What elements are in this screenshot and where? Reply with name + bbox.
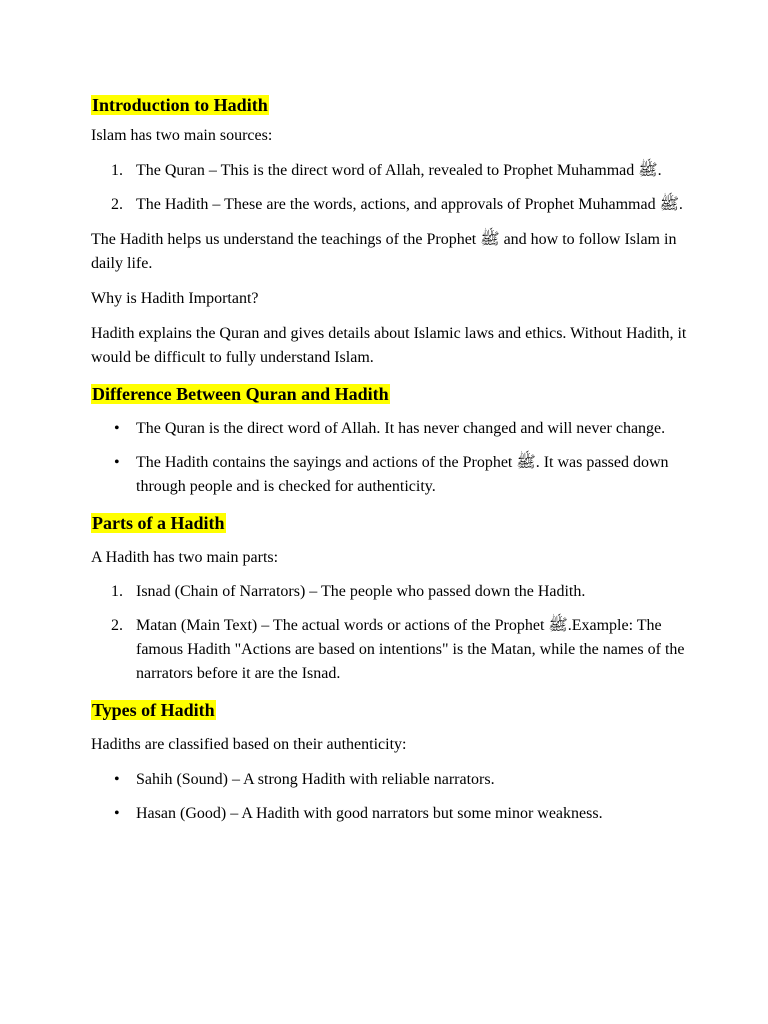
section-heading-text: Difference Between Quran and Hadith [92,384,389,404]
paragraph: Why is Hadith Important? [91,290,259,307]
list-item-text: Isnad (Chain of Narrators) – The people who passed down the Hadith. [136,583,586,600]
section-heading [91,698,688,722]
list-item-text: Sahih (Sound) – A strong Hadith with reliable narrators. [136,771,495,788]
list-marker: 1. [111,162,123,179]
bullet-marker: • [114,454,120,471]
list-item [91,614,688,686]
section-heading-text: Types of Hadith [92,700,215,720]
list-item-text: The Quran is the direct word of Allah. It has never changed and will never change. [136,420,666,437]
section-heading-text: Introduction to Hadith [92,95,268,115]
list-item-text: Hasan (Good) – A Hadith with good narrators but some minor weakness. [136,805,603,822]
paragraph: Hadiths are classified based on their authenticity: [91,736,407,753]
list-item [91,451,688,499]
paragraph: Hadith explains the Quran and gives details about Islamic laws and ethics. Without Hadith, it would be difficult to fully understand Islam. [91,325,687,366]
list-item [91,768,688,792]
list-marker: 2. [111,617,123,634]
numbered-list [91,159,688,217]
section-heading-text: Parts of a Hadith [92,513,225,533]
section-heading [91,511,688,535]
bullet-marker: • [114,805,120,822]
list-item [91,193,688,217]
list-item [91,159,688,183]
list-item-text: The Quran – This is the direct word of Allah, revealed to Prophet Muhammad ﷺ. [136,162,662,179]
section-heading [91,93,688,117]
list-item-text: The Hadith – These are the words, actions, and approvals of Prophet Muhammad ﷺ. [136,196,683,213]
paragraph: Islam has two main sources: [91,127,273,144]
list-marker: 2. [111,196,123,213]
list-item-text: The Hadith contains the sayings and actions of the Prophet ﷺ. It was passed down through people and is checked for authenticity. [136,454,669,495]
numbered-list [91,580,688,686]
bullet-marker: • [114,420,120,437]
paragraph: A Hadith has two main parts: [91,549,279,566]
list-item [91,580,688,604]
list-item-text: Matan (Main Text) – The actual words or actions of the Prophet ﷺ.Example: The famous Hadith "Actions are based on intentions" is the Matan, while the names of the narrators before it are the Isnad. [136,617,685,682]
list-item [91,417,688,441]
bullet-marker: • [114,771,120,788]
bullet-list [91,768,688,826]
paragraph: The Hadith helps us understand the teachings of the Prophet ﷺ and how to follow Islam in daily life. [91,231,677,272]
list-item [91,802,688,826]
bullet-list [91,417,688,499]
list-marker: 1. [111,583,123,600]
section-heading [91,382,688,406]
